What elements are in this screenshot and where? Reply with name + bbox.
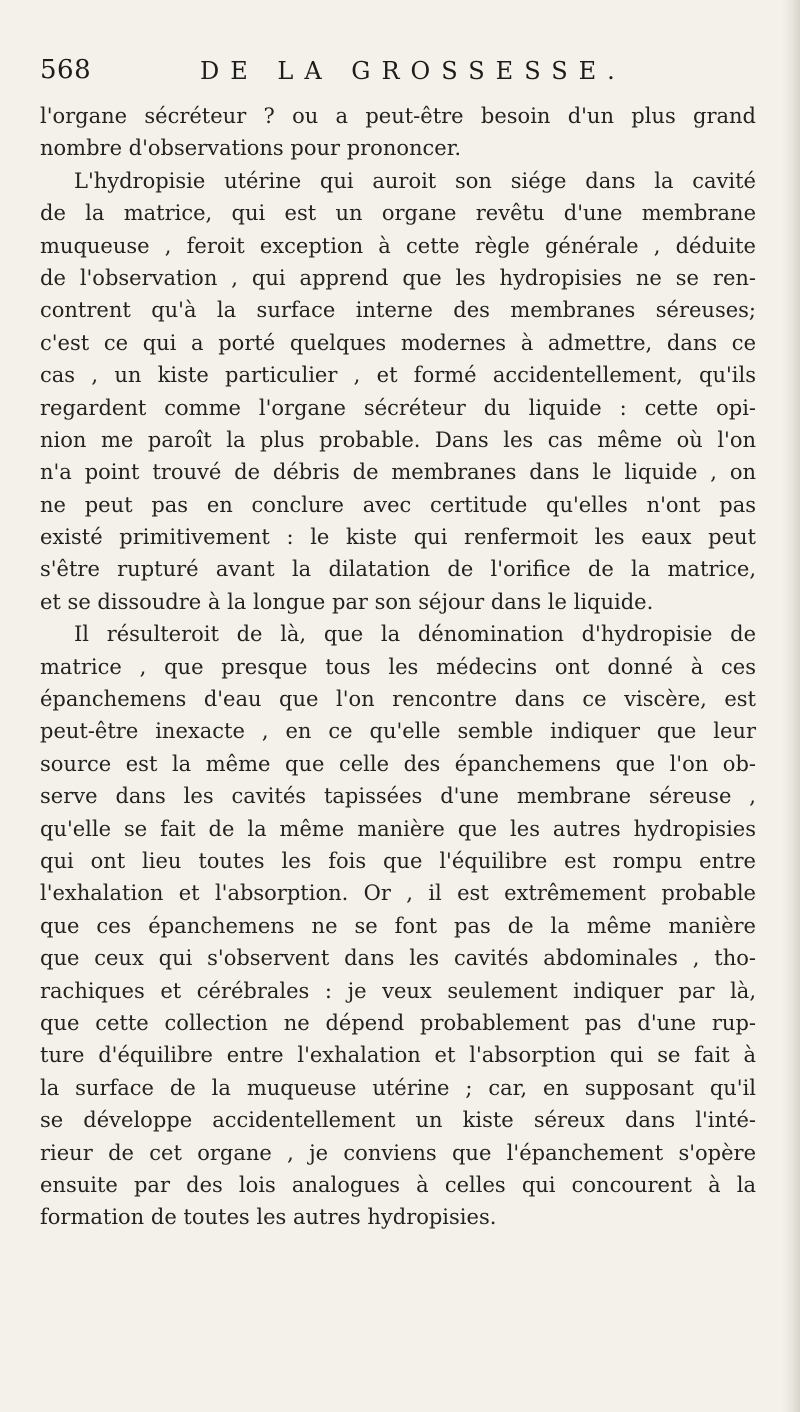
text-line: L'hydropisie utérine qui auroit son siége dans la cavité [74, 168, 756, 193]
text-line: que cette collection ne dépend probablement pas d'une rup- [40, 1010, 756, 1035]
text-line: rachiques et cérébrales : je veux seulement indiquer par là, [40, 978, 756, 1003]
text-line: c'est ce qui a porté quelques modernes à admettre, dans ce [40, 330, 756, 355]
text-line: que ceux qui s'observent dans les cavités abdominales , tho- [40, 946, 756, 971]
text-line: épanchemens d'eau que l'on rencontre dans ce viscère, est [40, 687, 756, 712]
text-line: source est la même que celle des épanchemens que l'on ob- [40, 751, 756, 776]
text-line: ensuite par des lois analogues à celles qui concourent à la [40, 1172, 756, 1197]
text-line: Il résulteroit de là, que la dénomination d'hydropisie de [74, 622, 756, 647]
body-text [40, 100, 756, 1234]
text-line: qu'elle se fait de la même manière que les autres hydropisies [40, 816, 756, 841]
text-line: matrice , que presque tous les médecins ont donné à ces [40, 654, 756, 679]
text-line: formation de toutes les autres hydropisies. [40, 1205, 497, 1230]
text-line: existé primitivement : le kiste qui renfermoit les eaux peut [40, 525, 756, 550]
text-line: rieur de cet organe , je conviens que l'épanchement s'opère [40, 1140, 756, 1165]
page-edge-shadow [782, 0, 800, 1412]
text-line: nion me paroît la plus probable. Dans les cas même où l'on [40, 427, 756, 452]
text-line: qui ont lieu toutes les fois que l'équilibre est rompu entre [40, 848, 756, 873]
text-line: de l'observation , qui apprend que les hydropisies ne se ren- [40, 265, 756, 290]
text-line: ture d'équilibre entre l'exhalation et l'absorption qui se fait à [40, 1043, 756, 1068]
text-line: se développe accidentellement un kiste séreux dans l'inté- [40, 1108, 756, 1133]
running-head: DE LA GROSSESSE. [200, 57, 626, 85]
text-line: serve dans les cavités tapissées d'une membrane séreuse , [40, 784, 756, 809]
text-line: l'organe sécréteur ? ou a peut-être besoin d'un plus grand [40, 104, 756, 128]
text-line: nombre d'observations pour prononcer. [40, 136, 462, 161]
page-header [40, 55, 760, 95]
text-line: n'a point trouvé de débris de membranes dans le liquide , on [40, 460, 756, 485]
text-line: muqueuse , feroit exception à cette règle générale , déduite [40, 233, 756, 258]
text-line: ne peut pas en conclure avec certitude qu'elles n'ont pas [40, 492, 756, 517]
text-line: cas , un kiste particulier , et formé accidentellement, qu'ils [40, 363, 756, 388]
text-line: regardent comme l'organe sécréteur du liquide : cette opi- [40, 395, 756, 420]
text-line: la surface de la muqueuse utérine ; car, en supposant qu'il [40, 1075, 756, 1100]
page-number: 568 [40, 55, 92, 85]
text-line: l'exhalation et l'absorption. Or , il est extrêmement probable [40, 881, 756, 906]
text-line: de la matrice, qui est un organe revêtu d'une membrane [40, 201, 756, 226]
text-line: s'être rupturé avant la dilatation de l'orifice de la matrice, [40, 557, 756, 582]
text-line: et se dissoudre à la longue par son séjour dans le liquide. [40, 589, 654, 614]
text-line: que ces épanchemens ne se font pas de la même manière [40, 913, 756, 938]
text-line: contrent qu'à la surface interne des membranes séreuses; [40, 298, 756, 323]
text-line: peut-être inexacte , en ce qu'elle semble indiquer que leur [40, 719, 756, 744]
